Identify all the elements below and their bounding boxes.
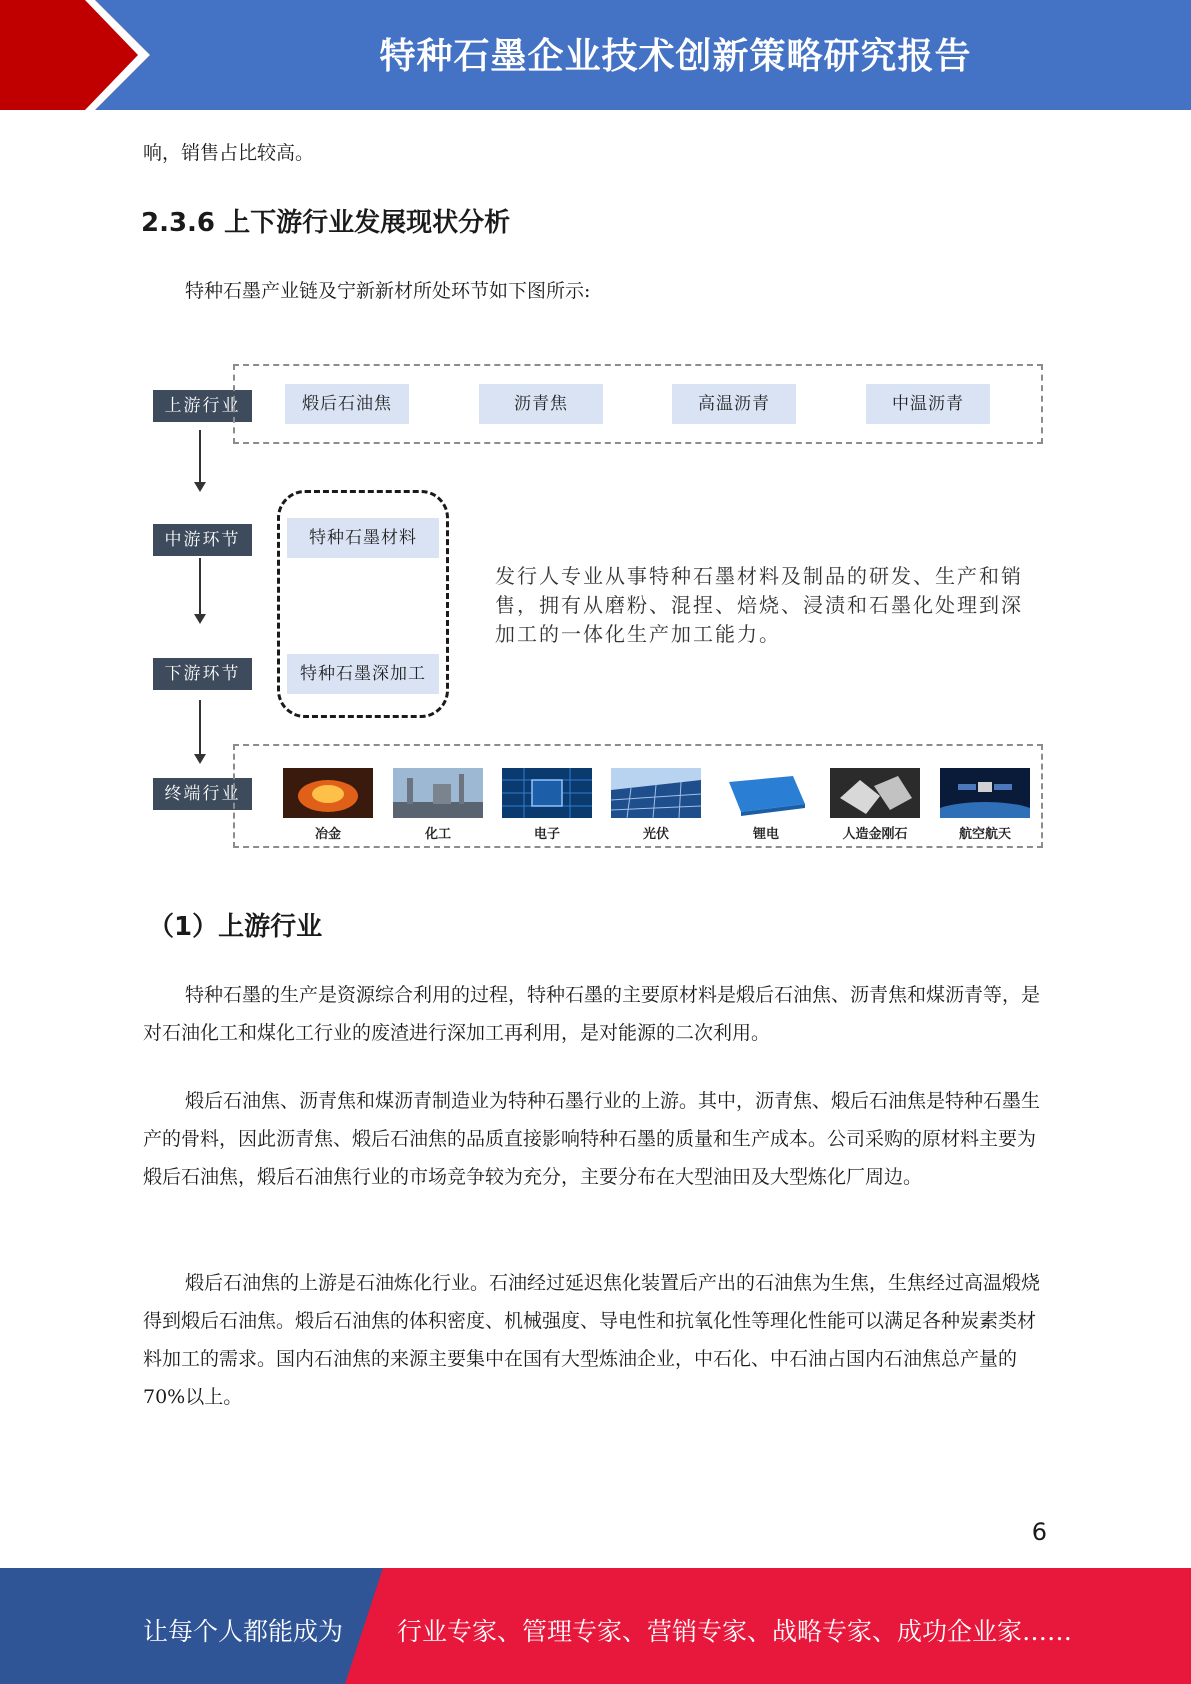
lithium-battery-image bbox=[721, 768, 811, 818]
section-title: 2.3.6 上下游行业发展现状分析 bbox=[141, 208, 511, 238]
end-industry-label: 电子 bbox=[533, 827, 560, 842]
page-footer bbox=[0, 1568, 1191, 1684]
stage-terminal: 终端行业 bbox=[153, 778, 252, 810]
down-arrow bbox=[199, 558, 201, 622]
end-industry-label: 光伏 bbox=[642, 827, 669, 842]
electronics-chip-image bbox=[502, 768, 592, 818]
midstream-item: 特种石墨材料 bbox=[287, 518, 439, 558]
paragraph: 特种石墨的生产是资源综合利用的过程，特种石墨的主要原材料是煅后石油焦、沥青焦和煤沥青等，是对石油化工和煤化工行业的废渣进行深加工再利用，是对能源的二次利用。 bbox=[143, 984, 1041, 1044]
header-arrow-decoration bbox=[0, 0, 160, 110]
downstream-item: 特种石墨深加工 bbox=[287, 654, 439, 694]
upstream-item: 煅后石油焦 bbox=[285, 384, 409, 424]
industry-chain-diagram bbox=[143, 358, 1043, 852]
down-arrow bbox=[199, 700, 201, 762]
aerospace-image bbox=[940, 768, 1030, 818]
down-arrow bbox=[199, 430, 201, 490]
subsection-title: （1）上游行业 bbox=[148, 912, 323, 942]
end-industry-label: 化工 bbox=[424, 827, 451, 842]
footer-slogan-left: 让每个人都能成为 bbox=[143, 1617, 344, 1646]
footer-slogan-right: 行业专家、管理专家、营销专家、战略专家、成功企业家…… bbox=[397, 1617, 1073, 1646]
upstream-item: 高温沥青 bbox=[672, 384, 796, 424]
chemical-plant-image bbox=[393, 768, 483, 818]
stage-midstream: 中游环节 bbox=[153, 524, 252, 556]
solar-panel-image bbox=[611, 768, 701, 818]
diagram-intro: 特种石墨产业链及宁新新材所处环节如下图所示: bbox=[185, 280, 591, 302]
synthetic-diamond-image bbox=[830, 768, 920, 818]
page-header bbox=[0, 0, 1191, 110]
stage-downstream: 下游环节 bbox=[153, 658, 252, 690]
end-industry-label: 人造金刚石 bbox=[842, 827, 908, 842]
paragraph: 煅后石油焦的上游是石油炼化行业。石油经过延迟焦化装置后产出的石油焦为生焦，生焦经过高温煅烧得到煅后石油焦。煅后石油焦的体积密度、机械强度、导电性和抗氧化性等理化性能可以满足各种炭素类材料加工的需求。国内石油焦的来源主要集中在国有大型炼油企业，中石化、中石油占国内石油焦总产量的 70%以上。 bbox=[143, 1272, 1041, 1408]
paragraph: 煅后石油焦、沥青焦和煤沥青制造业为特种石墨行业的上游。其中，沥青焦、煅后石油焦是特种石墨生产的骨料，因此沥青焦、煅后石油焦的品质直接影响特种石墨的质量和生产成本。公司采购的原材料主要为煅后石油焦，煅后石油焦行业的市场竞争较为充分，主要分布在大型油田及大型炼化厂周边。 bbox=[143, 1090, 1041, 1188]
company-description: 发行人专业从事特种石墨材料及制品的研发、生产和销售，拥有从磨粉、混捏、焙烧、浸渍和石墨化处理到深加工的一体化生产加工能力。 bbox=[495, 564, 1023, 646]
stage-upstream: 上游行业 bbox=[153, 390, 252, 422]
upstream-item: 沥青焦 bbox=[479, 384, 603, 424]
upstream-item: 中温沥青 bbox=[866, 384, 990, 424]
upstream-box bbox=[233, 364, 1043, 444]
metallurgy-image bbox=[283, 768, 373, 818]
end-industry-label: 航空航天 bbox=[958, 827, 1011, 842]
end-industry-label: 冶金 bbox=[314, 827, 341, 842]
intro-fragment: 响，销售占比较高。 bbox=[143, 142, 315, 164]
report-title: 特种石墨企业技术创新策略研究报告 bbox=[379, 36, 972, 77]
end-industry-label: 锂电 bbox=[752, 827, 779, 842]
page-number: 6 bbox=[1031, 1518, 1047, 1546]
